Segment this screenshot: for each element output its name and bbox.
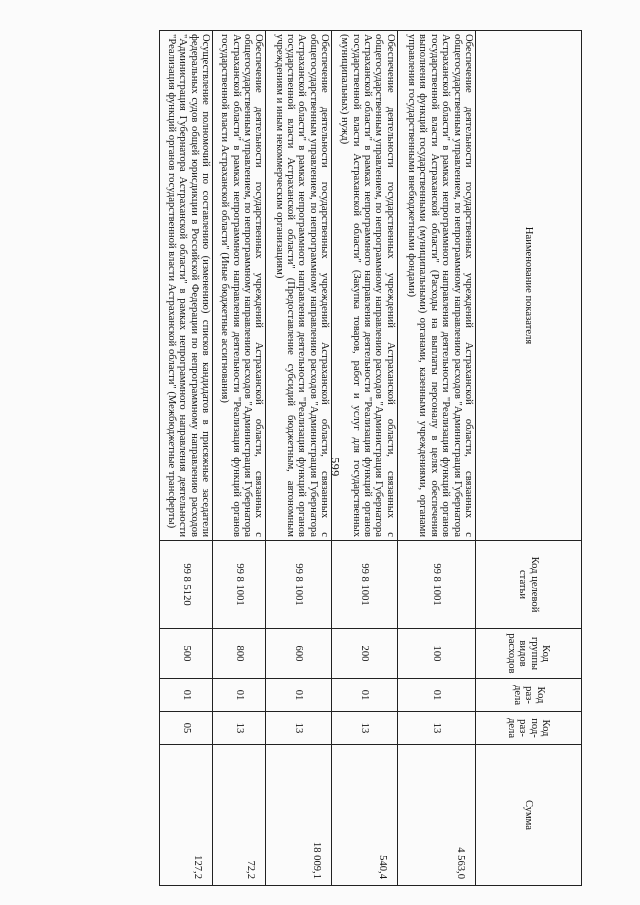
row-target-code: 99 8 1001 bbox=[266, 541, 332, 629]
row-name: Осуществление полномочий по составлению (изменению) списков кандидатов в присяжные заседатели федеральных судов общей юрисдикции в Российской Федерации по непрограммному направлению расходов "Администрация Губернатора Астраханской области" в рамках непрограммного направления деятельности "Реализация функций органов государственной власти Астраханской области" (Межбюджетные трансферты) bbox=[160, 31, 213, 541]
row-group-code: 800 bbox=[213, 629, 266, 679]
table-row bbox=[332, 31, 398, 886]
row-subsection-code: 05 bbox=[160, 712, 213, 745]
page-number: 599 bbox=[328, 457, 343, 477]
budget-table bbox=[159, 30, 582, 886]
row-target-code: 99 8 5120 bbox=[160, 541, 213, 629]
row-sum: 127,2 bbox=[160, 745, 213, 886]
row-subsection-code: 13 bbox=[213, 712, 266, 745]
table-row bbox=[266, 31, 332, 886]
row-section-code: 01 bbox=[397, 679, 475, 712]
row-group-code: 100 bbox=[397, 629, 475, 679]
budget-table-rotated bbox=[159, 30, 582, 885]
header-target-code: Код целевой статьи bbox=[476, 541, 582, 629]
header-name: Наименование показателя bbox=[476, 31, 582, 541]
header-group-code: Код группы видов расходов bbox=[476, 629, 582, 679]
header-subsection-code: Код под-раз-дела bbox=[476, 712, 582, 745]
row-sum: 4 563,0 bbox=[397, 745, 475, 886]
row-section-code: 01 bbox=[266, 679, 332, 712]
row-section-code: 01 bbox=[213, 679, 266, 712]
row-group-code: 600 bbox=[266, 629, 332, 679]
row-sum: 540,4 bbox=[332, 745, 398, 886]
table-row bbox=[213, 31, 266, 886]
row-group-code: 500 bbox=[160, 629, 213, 679]
row-section-code: 01 bbox=[332, 679, 398, 712]
row-group-code: 200 bbox=[332, 629, 398, 679]
row-subsection-code: 13 bbox=[266, 712, 332, 745]
header-sum: Сумма bbox=[476, 745, 582, 886]
row-name: Обеспечение деятельности государственных учреждений Астраханской области, связанных с общегосударственным управлением, по непрограммному направлению расходов "Администрация Губернатора Астраханской области" в рамках непрограммного направления деятельности "Реализация функций органов государственной власти Астраханской области" (Закупка товаров, работ и услуг для государственных (муниципальных) нужд) bbox=[332, 31, 398, 541]
row-name: Обеспечение деятельности государственных учреждений Астраханской области, связанных с общегосударственным управлением, по непрограммному направлению расходов "Администрация Губернатора Астраханской области" в рамках непрограммного направления деятельности "Реализация функций органов государственной власти Астраханской области" (Предоставление субсидий бюджетным, автономным учреждениям и иным некоммерческим организациям) bbox=[266, 31, 332, 541]
row-sum: 72,2 bbox=[213, 745, 266, 886]
row-name: Обеспечение деятельности государственных учреждений Астраханской области, связанных с общегосударственным управлением, по непрограммному направлению расходов "Администрация Губернатора Астраханской области" в рамках непрограммного направления деятельности "Реализация функций органов государственной власти Астраханской области" (Расходы на выплаты персоналу в целях обеспечения выполнения функций государственными (муниципальными) органами, казенными учреждениями, органами управления государственными внебюджетными фондами) bbox=[397, 31, 475, 541]
header-section-code: Код раз-дела bbox=[476, 679, 582, 712]
table-row bbox=[397, 31, 475, 886]
row-target-code: 99 8 1001 bbox=[332, 541, 398, 629]
row-target-code: 99 8 1001 bbox=[213, 541, 266, 629]
row-sum: 18 009,1 bbox=[266, 745, 332, 886]
row-subsection-code: 13 bbox=[332, 712, 398, 745]
row-subsection-code: 13 bbox=[397, 712, 475, 745]
table-header-row bbox=[476, 31, 582, 886]
row-section-code: 01 bbox=[160, 679, 213, 712]
row-target-code: 99 8 1001 bbox=[397, 541, 475, 629]
table-row bbox=[160, 31, 213, 886]
row-name: Обеспечение деятельности государственных учреждений Астраханской области, связанных с общегосударственным управлением, по непрограммному направлению расходов "Администрация Губернатора Астраханской области" в рамках непрограммного направления деятельности "Реализация функций органов государственной власти Астраханской области" (Иные бюджетные ассигнования) bbox=[213, 31, 266, 541]
